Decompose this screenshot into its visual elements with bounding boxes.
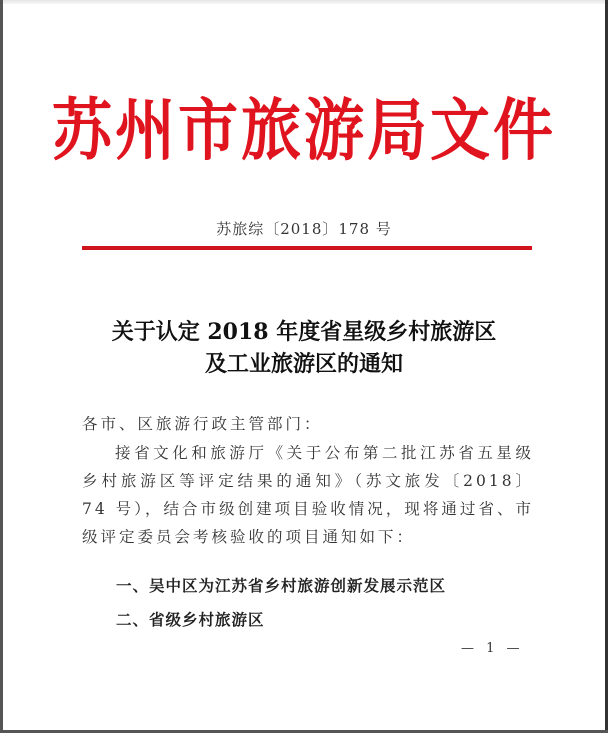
red-divider-line [82, 246, 532, 250]
body-paragraph: 接省文化和旅游厅《关于公布第二批江苏省五星级乡村旅游区等评定结果的通知》（苏文旅发〔2018〕74 号），结合市级创建项目验收情况，现将通过省、市级评定委员会考核验收的项目通知如下： [82, 444, 534, 546]
masthead-title: 苏州市旅游局文件 [52, 91, 556, 171]
document-page [3, 4, 605, 730]
list-item: 一、吴中区为江苏省乡村旅游创新发展示范区 [116, 577, 447, 595]
notice-title-line-2: 及工业旅游区的通知 [204, 351, 403, 377]
page-number: — 1 — [461, 641, 524, 656]
document-number: 苏旅综〔2018〕178 号 [216, 220, 392, 238]
notice-title-line-1: 关于认定 2018 年度省星级乡村旅游区 [111, 319, 497, 345]
salutation: 各市、区旅游行政主管部门： [82, 415, 323, 433]
list-item: 二、省级乡村旅游区 [116, 611, 265, 629]
notice-title [3, 316, 605, 380]
